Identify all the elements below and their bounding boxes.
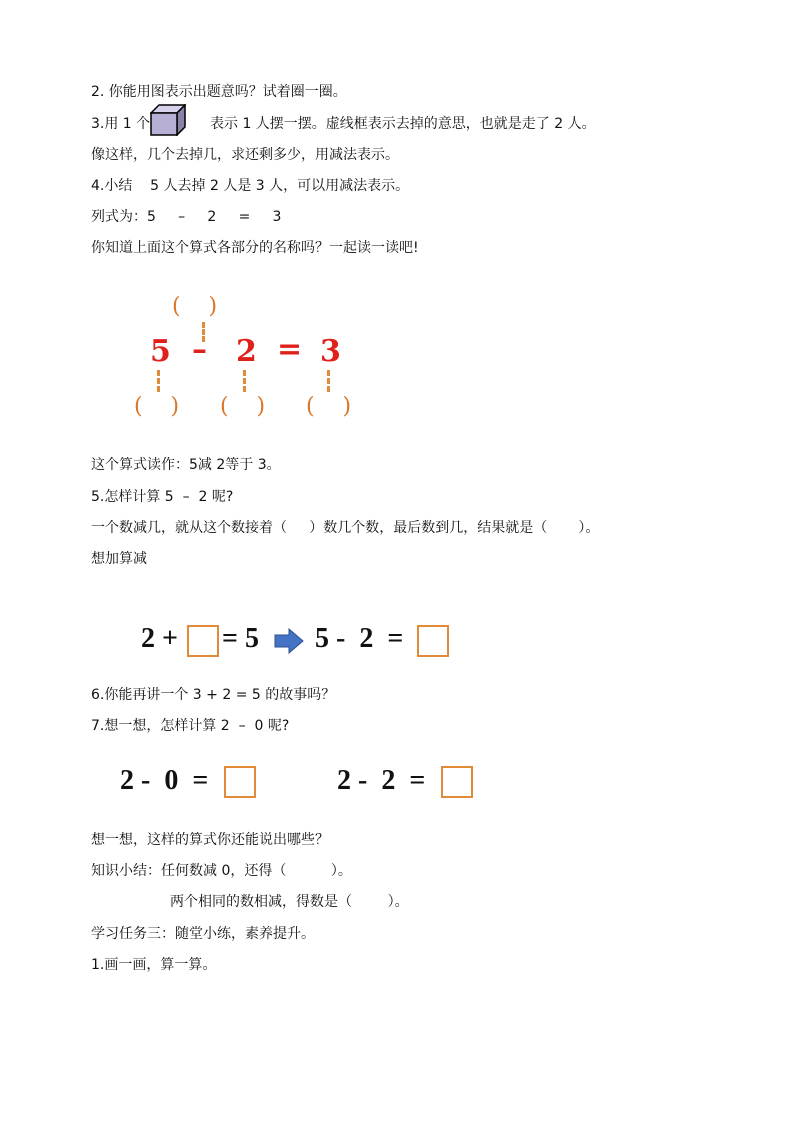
question-3-rest: 表示 1 人摆一摆。虚线框表示去掉的意思，也就是走了 2 人。 (210, 116, 596, 132)
reading-line: 这个算式读作：5减 2等于 3。 (91, 457, 281, 473)
equals-sign: = (277, 332, 303, 367)
answer-box-2-minus-2[interactable] (441, 766, 473, 798)
paren-minuend: ( ) (134, 394, 180, 419)
task-three-heading: 学习任务三：随堂小练，素养提升。 (91, 926, 315, 942)
counting-rule: 一个数减几，就从这个数接着（ ）数几个数，最后数到几，结果就是（ ）。 (91, 520, 600, 536)
cube-icon (150, 104, 186, 136)
subtraction-expression: 5 - 2 = (315, 623, 404, 654)
question-2: 2. 你能用图表示出题意吗？试着圈一圈。 (91, 84, 347, 100)
answer-box-addend[interactable] (187, 625, 219, 657)
sum-expression: = 5 (222, 623, 259, 654)
subtrahend-number: 2 (236, 334, 257, 369)
expression-2-minus-0: 2 - 0 = (120, 765, 209, 796)
question-4-summary: 4.小结 5 人去掉 2 人是 3 人，可以用减法表示。 (91, 178, 410, 194)
minuend-number: 5 (150, 334, 171, 369)
answer-box-2-minus-0[interactable] (224, 766, 256, 798)
difference-number: 3 (320, 334, 341, 369)
dash-minuend (157, 370, 160, 392)
answer-box-difference[interactable] (417, 625, 449, 657)
knowledge-summary-zero: 知识小结：任何数减 0，还得（ ）。 (91, 863, 352, 879)
dash-subtrahend (243, 370, 246, 392)
paren-subtrahend: ( ) (220, 394, 266, 419)
dash-difference (327, 370, 330, 392)
paren-difference: ( ) (306, 394, 352, 419)
knowledge-summary-same: 两个相同的数相减，得数是（ ）。 (170, 894, 409, 910)
names-question: 你知道上面这个算式各部分的名称吗？一起读一读吧! (91, 240, 419, 256)
expression-2-minus-2: 2 - 2 = (337, 765, 426, 796)
addend-expression: 2 + (141, 623, 178, 654)
exercise-1: 1.画一画，算一算。 (91, 957, 217, 973)
explanation-line: 像这样，几个去掉几，求还剩多少，用减法表示。 (91, 147, 399, 163)
question-7: 7.想一想，怎样计算 2 – 0 呢? (91, 718, 290, 734)
minus-sign: – (192, 332, 207, 367)
question-3-start: 3.用 1 个 (91, 116, 151, 132)
think-more-line: 想一想，这样的算式你还能说出哪些？ (91, 832, 329, 848)
paren-minus-sign: ( ) (172, 294, 218, 319)
arrow-right-icon (274, 628, 304, 654)
equation-line: 列式为：5 – 2 = 3 (91, 209, 282, 225)
question-6: 6.你能再讲一个 3 + 2 = 5 的故事吗？ (91, 687, 336, 703)
question-5: 5.怎样计算 5 – 2 呢? (91, 489, 234, 505)
add-to-subtract-label: 想加算减 (91, 551, 147, 567)
